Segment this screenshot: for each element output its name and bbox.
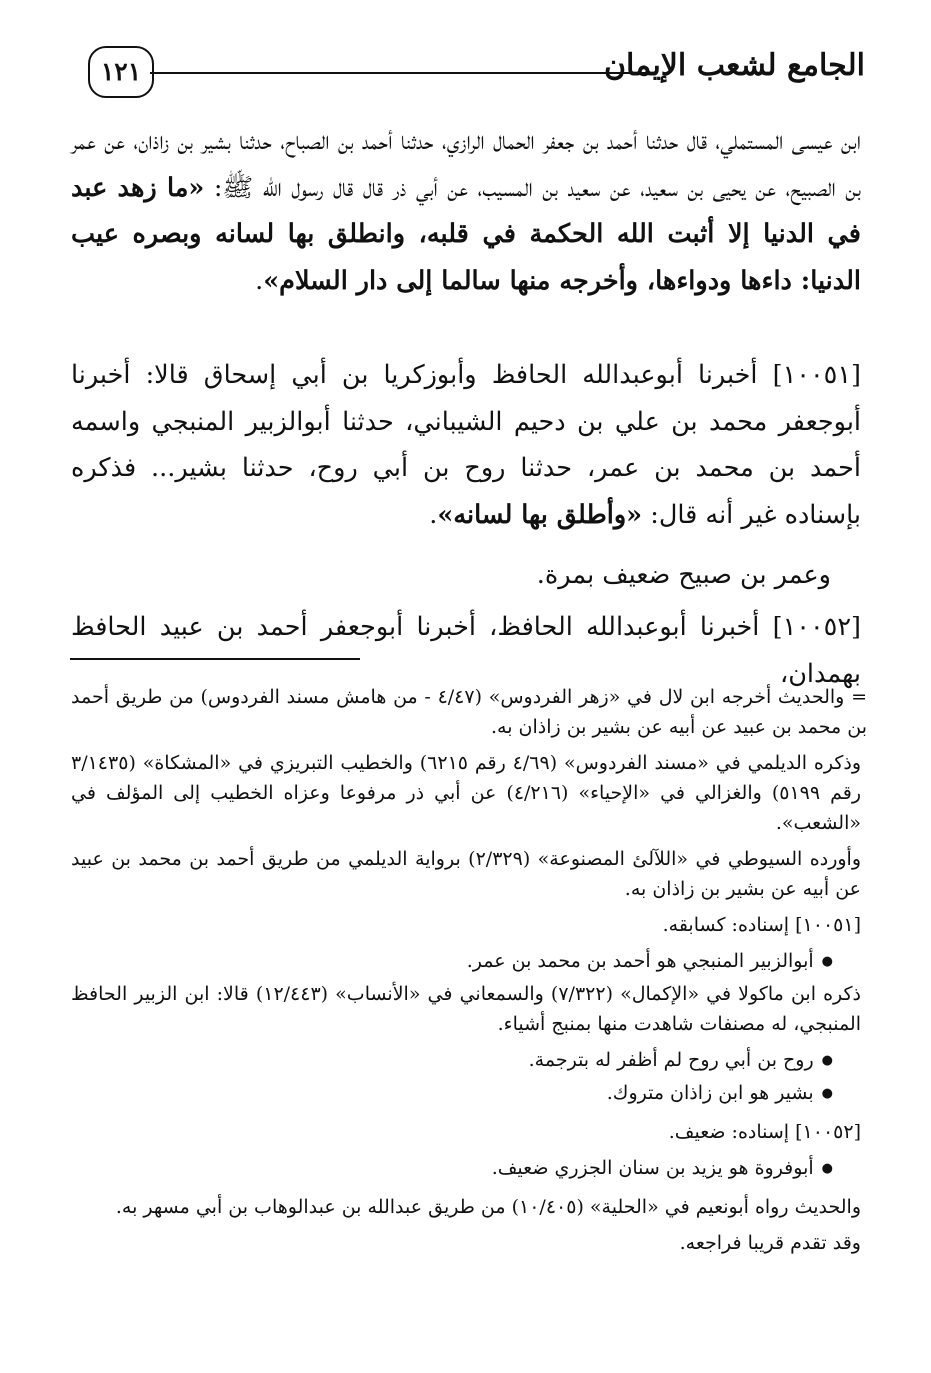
narrator-detail: ذكره ابن ماكولا في «الإكمال» (٧/٣٢٢) والسمعاني في «الأنساب» (١٢/٤٤٣) قالا: ابن الزبير الحافظ المنبجي، له مصنفات شاهدت منها بمنبج أشياء. — [71, 983, 862, 1035]
footnote-paragraph: وأورده السيوطي في «اللآلئ المصنوعة» (٢/٣٢٩) برواية الديلمي من طريق أحمد بن محمد بن عبيد عن أبيه عن بشير بن زاذان به. — [71, 848, 862, 900]
footnotes — [71, 682, 867, 1258]
narrator-note: ● أبوفروة هو يزيد بن سنان الجزري ضعيف. — [71, 1153, 861, 1186]
body-paragraph-3 — [71, 552, 861, 599]
isnad-text: ابن عيسى المستملي، قال حدثنا أحمد بن جعفر الحمال الرازي، حدثنا أحمد بن الصباح، حدثنا بشير بن زاذان، عن عمر بن الصبيح، عن يحيى بن سعيد، عن سعيد بن المسيب، عن أبي ذر قال قال رسول الله ﷺ: — [71, 126, 861, 203]
narrator-note: ● بشير هو ابن زاذان متروك. — [71, 1078, 861, 1111]
hadith-2-grading: [١٠٠٥٢] إسناده: ضعيف. — [668, 1121, 861, 1143]
para-end: . — [255, 265, 264, 296]
footnote-rule — [70, 658, 360, 660]
narrator-note: ● روح بن أبي روح لم أظفر له بترجمة. — [71, 1045, 861, 1078]
isnad-text: [١٠٠٥٢] أخبرنا أبوعبدالله الحافظ، أخبرنا أبوجعفر أحمد بن عبيد الحافظ بهمدان، — [71, 612, 861, 689]
grading-note: وعمر بن صبيح ضعيف بمرة. — [536, 560, 831, 590]
running-title: الجامع لشعب الإيمان — [603, 48, 865, 83]
footnote-paragraph: وذكره الديلمي في «مسند الفردوس» (٤/٦٩ رقم ٦٢١٥) والخطيب التبريزي في «المشكاة» (٣/١٤٣٥ رقم ٥١٩٩) والغزالي في «الإحياء» (٤/٢١٦) عن أبي ذر مرفوعا وعزاه الخطيب إلى المؤلف في «الشعب». — [71, 752, 862, 834]
narrator-note: ● أبوالزبير المنبجي هو أحمد بن محمد بن عمر. — [71, 946, 861, 979]
header-rule — [150, 72, 650, 74]
variant-quote: «وأطلق بها لسانه» — [437, 499, 643, 530]
body-paragraph-2 — [71, 352, 861, 538]
page-number: ١٢١ — [88, 46, 154, 98]
body-paragraph-1 — [71, 118, 861, 304]
hadith-1-grading: [١٠٠٥١] إسناده: كسابقه. — [662, 914, 861, 936]
isnad-text: [١٠٠٥١] أخبرنا أبوعبدالله الحافظ وأبوزكريا بن أبي إسحاق قالا: أخبرنا أبوجعفر محمد بن علي بن دحيم الشيباني، حدثنا أبوالزبير المنبجي واسمه أحمد بن محمد بن عمر، حدثنا روح بن أبي روح، حدثنا بشير... فذكره بإسناده غير أنه قال: — [71, 360, 861, 530]
footnote-continued: = والحديث أخرجه ابن لال في «زهر الفردوس» (٤/٤٧ - من هامش مسند الفردوس) من طريق أحمد بن محمد بن عبيد عن أبيه عن بشير بن زاذان به. — [71, 686, 867, 738]
hadith-text: «ما زهد عبد في الدنيا إلا أثبت الله الحكمة في قلبه، وانطلق بها لسانه وبصره عيب الدنيا: داءها ودواءها، وأخرجه منها سالما إلى دار السلام» — [71, 172, 861, 296]
footnote-paragraph: والحديث رواه أبونعيم في «الحلية» (١٠/٤٠٥) من طريق عبدالله بن عبدالوهاب بن أبي مسهر به. — [115, 1196, 861, 1218]
footnote-paragraph: وقد تقدم قريبا فراجعه. — [679, 1232, 861, 1254]
para-end: . — [429, 499, 438, 530]
page-header — [88, 42, 865, 104]
